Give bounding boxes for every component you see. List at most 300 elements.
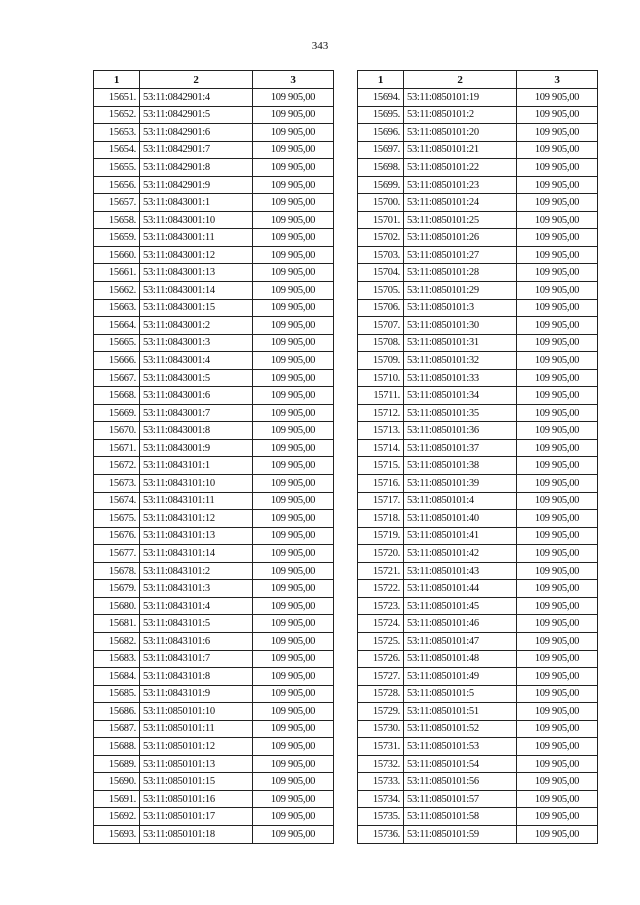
row-number: 15717.	[358, 492, 404, 510]
cadastral-value: 109 905,00	[517, 685, 598, 703]
cadastral-value: 109 905,00	[517, 738, 598, 756]
table-row	[94, 439, 334, 457]
cadastral-number: 53:11:0850101:11	[140, 720, 253, 738]
left-table-body	[94, 89, 334, 844]
cadastral-number: 53:11:0850101:34	[404, 387, 517, 405]
row-number: 15732.	[358, 755, 404, 773]
cadastral-value: 109 905,00	[517, 562, 598, 580]
cadastral-value: 109 905,00	[253, 510, 334, 528]
table-row	[94, 211, 334, 229]
cadastral-number: 53:11:0850101:47	[404, 632, 517, 650]
cadastral-value: 109 905,00	[253, 475, 334, 493]
row-number: 15721.	[358, 562, 404, 580]
table-row	[94, 106, 334, 124]
row-number: 15723.	[358, 597, 404, 615]
header-col-2: 2	[404, 71, 517, 89]
row-number: 15658.	[94, 211, 140, 229]
cadastral-value: 109 905,00	[517, 299, 598, 317]
cadastral-number: 53:11:0843101:10	[140, 475, 253, 493]
cadastral-number: 53:11:0843101:2	[140, 562, 253, 580]
cadastral-number: 53:11:0843001:7	[140, 404, 253, 422]
cadastral-value: 109 905,00	[517, 527, 598, 545]
table-row	[94, 194, 334, 212]
cadastral-number: 53:11:0843001:5	[140, 369, 253, 387]
row-number: 15697.	[358, 141, 404, 159]
cadastral-number: 53:11:0850101:13	[140, 755, 253, 773]
row-number: 15708.	[358, 334, 404, 352]
cadastral-value: 109 905,00	[253, 264, 334, 282]
cadastral-number: 53:11:0850101:48	[404, 650, 517, 668]
cadastral-value: 109 905,00	[253, 527, 334, 545]
row-number: 15711.	[358, 387, 404, 405]
cadastral-value: 109 905,00	[253, 246, 334, 264]
cadastral-number: 53:11:0850101:29	[404, 282, 517, 300]
cadastral-value: 109 905,00	[517, 124, 598, 142]
cadastral-value: 109 905,00	[517, 229, 598, 247]
page-number: 343	[311, 40, 329, 52]
cadastral-number: 53:11:0842901:7	[140, 141, 253, 159]
table-row	[94, 650, 334, 668]
cadastral-number: 53:11:0850101:39	[404, 475, 517, 493]
cadastral-value: 109 905,00	[517, 475, 598, 493]
cadastral-number: 53:11:0850101:17	[140, 808, 253, 826]
table-row	[94, 334, 334, 352]
table-row	[358, 159, 598, 177]
table-row	[358, 510, 598, 528]
cadastral-value: 109 905,00	[253, 562, 334, 580]
cadastral-number: 53:11:0850101:56	[404, 773, 517, 791]
row-number: 15700.	[358, 194, 404, 212]
row-number: 15688.	[94, 738, 140, 756]
cadastral-number: 53:11:0850101:30	[404, 317, 517, 335]
table-row	[94, 597, 334, 615]
row-number: 15664.	[94, 317, 140, 335]
cadastral-number: 53:11:0850101:18	[140, 825, 253, 843]
row-number: 15653.	[94, 124, 140, 142]
cadastral-value: 109 905,00	[517, 352, 598, 370]
row-number: 15676.	[94, 527, 140, 545]
table-row	[358, 580, 598, 598]
table-row	[358, 264, 598, 282]
row-number: 15667.	[94, 369, 140, 387]
cadastral-number: 53:11:0850101:42	[404, 545, 517, 563]
table-row	[94, 738, 334, 756]
cadastral-value: 109 905,00	[253, 545, 334, 563]
cadastral-number: 53:11:0850101:5	[404, 685, 517, 703]
row-number: 15671.	[94, 439, 140, 457]
cadastral-value: 109 905,00	[253, 439, 334, 457]
cadastral-value: 109 905,00	[253, 124, 334, 142]
table-row	[358, 211, 598, 229]
table-row	[358, 282, 598, 300]
cadastral-number: 53:11:0850101:41	[404, 527, 517, 545]
cadastral-number: 53:11:0843101:14	[140, 545, 253, 563]
cadastral-number: 53:11:0850101:45	[404, 597, 517, 615]
cadastral-value: 109 905,00	[253, 334, 334, 352]
row-number: 15651.	[94, 89, 140, 107]
table-row	[94, 720, 334, 738]
table-row	[94, 685, 334, 703]
table-row	[94, 790, 334, 808]
cadastral-value: 109 905,00	[517, 808, 598, 826]
cadastral-value: 109 905,00	[253, 457, 334, 475]
row-number: 15735.	[358, 808, 404, 826]
row-number: 15657.	[94, 194, 140, 212]
table-row	[94, 580, 334, 598]
cadastral-number: 53:11:0843101:13	[140, 527, 253, 545]
cadastral-value: 109 905,00	[253, 369, 334, 387]
cadastral-number: 53:11:0850101:36	[404, 422, 517, 440]
table-row	[358, 738, 598, 756]
table-row	[94, 264, 334, 282]
cadastral-value: 109 905,00	[517, 580, 598, 598]
cadastral-number: 53:11:0850101:19	[404, 89, 517, 107]
table-row	[358, 89, 598, 107]
table-row	[358, 703, 598, 721]
cadastral-number: 53:11:0842901:4	[140, 89, 253, 107]
cadastral-value: 109 905,00	[517, 176, 598, 194]
cadastral-value: 109 905,00	[517, 369, 598, 387]
cadastral-number: 53:11:0843001:1	[140, 194, 253, 212]
cadastral-value: 109 905,00	[517, 773, 598, 791]
cadastral-number: 53:11:0843001:14	[140, 282, 253, 300]
cadastral-number: 53:11:0850101:37	[404, 439, 517, 457]
cadastral-value: 109 905,00	[253, 773, 334, 791]
row-number: 15672.	[94, 457, 140, 475]
cadastral-number: 53:11:0850101:35	[404, 404, 517, 422]
table-row	[94, 282, 334, 300]
cadastral-value: 109 905,00	[253, 492, 334, 510]
cadastral-number: 53:11:0850101:52	[404, 720, 517, 738]
table-row	[94, 808, 334, 826]
table-row	[358, 685, 598, 703]
row-number: 15734.	[358, 790, 404, 808]
cadastral-value: 109 905,00	[517, 387, 598, 405]
cadastral-value: 109 905,00	[253, 668, 334, 686]
cadastral-value: 109 905,00	[253, 790, 334, 808]
cadastral-number: 53:11:0850101:53	[404, 738, 517, 756]
table-row	[358, 141, 598, 159]
row-number: 15679.	[94, 580, 140, 598]
table-row	[94, 299, 334, 317]
cadastral-number: 53:11:0850101:23	[404, 176, 517, 194]
cadastral-value: 109 905,00	[253, 825, 334, 843]
cadastral-number: 53:11:0850101:28	[404, 264, 517, 282]
table-row	[94, 229, 334, 247]
table-row	[358, 773, 598, 791]
cadastral-value: 109 905,00	[253, 720, 334, 738]
header-col-1: 1	[358, 71, 404, 89]
left-table	[93, 70, 334, 844]
table-row	[94, 615, 334, 633]
table-row	[94, 545, 334, 563]
table-row	[94, 387, 334, 405]
header-col-3: 3	[517, 71, 598, 89]
row-number: 15704.	[358, 264, 404, 282]
cadastral-number: 53:11:0843001:13	[140, 264, 253, 282]
row-number: 15659.	[94, 229, 140, 247]
row-number: 15678.	[94, 562, 140, 580]
cadastral-number: 53:11:0850101:38	[404, 457, 517, 475]
cadastral-number: 53:11:0850101:22	[404, 159, 517, 177]
row-number: 15652.	[94, 106, 140, 124]
table-row	[94, 317, 334, 335]
cadastral-value: 109 905,00	[253, 387, 334, 405]
table-row	[94, 492, 334, 510]
cadastral-number: 53:11:0850101:46	[404, 615, 517, 633]
cadastral-number: 53:11:0850101:43	[404, 562, 517, 580]
cadastral-value: 109 905,00	[253, 299, 334, 317]
table-row	[358, 562, 598, 580]
row-number: 15703.	[358, 246, 404, 264]
cadastral-value: 109 905,00	[517, 510, 598, 528]
table-row	[94, 773, 334, 791]
cadastral-value: 109 905,00	[253, 597, 334, 615]
cadastral-value: 109 905,00	[517, 650, 598, 668]
table-row	[358, 334, 598, 352]
cadastral-number: 53:11:0842901:8	[140, 159, 253, 177]
cadastral-number: 53:11:0850101:24	[404, 194, 517, 212]
row-number: 15709.	[358, 352, 404, 370]
table-row	[358, 387, 598, 405]
cadastral-value: 109 905,00	[517, 492, 598, 510]
row-number: 15654.	[94, 141, 140, 159]
cadastral-number: 53:11:0843001:8	[140, 422, 253, 440]
cadastral-value: 109 905,00	[517, 282, 598, 300]
cadastral-value: 109 905,00	[517, 194, 598, 212]
row-number: 15720.	[358, 545, 404, 563]
cadastral-value: 109 905,00	[253, 580, 334, 598]
row-number: 15726.	[358, 650, 404, 668]
table-row	[94, 825, 334, 843]
cadastral-value: 109 905,00	[517, 439, 598, 457]
row-number: 15663.	[94, 299, 140, 317]
cadastral-value: 109 905,00	[253, 229, 334, 247]
row-number: 15702.	[358, 229, 404, 247]
cadastral-value: 109 905,00	[517, 89, 598, 107]
row-number: 15696.	[358, 124, 404, 142]
row-number: 15687.	[94, 720, 140, 738]
row-number: 15682.	[94, 632, 140, 650]
header-col-1: 1	[94, 71, 140, 89]
table-row	[94, 562, 334, 580]
row-number: 15675.	[94, 510, 140, 528]
cadastral-number: 53:11:0850101:12	[140, 738, 253, 756]
cadastral-number: 53:11:0843001:3	[140, 334, 253, 352]
cadastral-number: 53:11:0843001:6	[140, 387, 253, 405]
table-row	[358, 755, 598, 773]
table-row	[358, 545, 598, 563]
row-number: 15662.	[94, 282, 140, 300]
table-row	[358, 825, 598, 843]
table-row	[358, 720, 598, 738]
cadastral-number: 53:11:0850101:32	[404, 352, 517, 370]
table-row	[358, 194, 598, 212]
row-number: 15684.	[94, 668, 140, 686]
table-row	[94, 141, 334, 159]
cadastral-value: 109 905,00	[253, 615, 334, 633]
cadastral-number: 53:11:0843101:8	[140, 668, 253, 686]
table-row	[94, 527, 334, 545]
cadastral-value: 109 905,00	[253, 159, 334, 177]
cadastral-value: 109 905,00	[253, 404, 334, 422]
row-number: 15718.	[358, 510, 404, 528]
cadastral-value: 109 905,00	[517, 668, 598, 686]
row-number: 15712.	[358, 404, 404, 422]
table-row	[94, 703, 334, 721]
cadastral-value: 109 905,00	[253, 89, 334, 107]
table-row	[358, 352, 598, 370]
table-row	[358, 492, 598, 510]
cadastral-value: 109 905,00	[517, 545, 598, 563]
cadastral-number: 53:11:0850101:20	[404, 124, 517, 142]
cadastral-number: 53:11:0850101:27	[404, 246, 517, 264]
row-number: 15716.	[358, 475, 404, 493]
row-number: 15690.	[94, 773, 140, 791]
row-number: 15655.	[94, 159, 140, 177]
row-number: 15695.	[358, 106, 404, 124]
row-number: 15665.	[94, 334, 140, 352]
cadastral-number: 53:11:0850101:26	[404, 229, 517, 247]
cadastral-number: 53:11:0850101:3	[404, 299, 517, 317]
row-number: 15673.	[94, 475, 140, 493]
cadastral-value: 109 905,00	[517, 825, 598, 843]
cadastral-value: 109 905,00	[253, 211, 334, 229]
table-row	[94, 404, 334, 422]
cadastral-value: 109 905,00	[517, 159, 598, 177]
cadastral-number: 53:11:0843001:9	[140, 439, 253, 457]
cadastral-value: 109 905,00	[517, 141, 598, 159]
row-number: 15729.	[358, 703, 404, 721]
cadastral-number: 53:11:0850101:40	[404, 510, 517, 528]
cadastral-number: 53:11:0850101:57	[404, 790, 517, 808]
table-row	[358, 404, 598, 422]
table-row	[94, 89, 334, 107]
row-number: 15705.	[358, 282, 404, 300]
cadastral-number: 53:11:0850101:59	[404, 825, 517, 843]
table-row	[358, 246, 598, 264]
cadastral-value: 109 905,00	[253, 703, 334, 721]
cadastral-value: 109 905,00	[517, 615, 598, 633]
cadastral-number: 53:11:0843101:5	[140, 615, 253, 633]
table-header-row	[94, 71, 334, 89]
table-row	[358, 615, 598, 633]
cadastral-value: 109 905,00	[253, 106, 334, 124]
table-row	[358, 299, 598, 317]
cadastral-value: 109 905,00	[253, 685, 334, 703]
cadastral-value: 109 905,00	[253, 282, 334, 300]
row-number: 15689.	[94, 755, 140, 773]
right-table	[357, 70, 598, 844]
cadastral-value: 109 905,00	[253, 738, 334, 756]
cadastral-number: 53:11:0843101:11	[140, 492, 253, 510]
cadastral-value: 109 905,00	[253, 176, 334, 194]
row-number: 15683.	[94, 650, 140, 668]
table-header-row	[358, 71, 598, 89]
cadastral-number: 53:11:0850101:21	[404, 141, 517, 159]
cadastral-number: 53:11:0850101:4	[404, 492, 517, 510]
cadastral-value: 109 905,00	[517, 457, 598, 475]
row-number: 15681.	[94, 615, 140, 633]
cadastral-value: 109 905,00	[517, 106, 598, 124]
cadastral-number: 53:11:0843101:3	[140, 580, 253, 598]
row-number: 15731.	[358, 738, 404, 756]
cadastral-value: 109 905,00	[253, 352, 334, 370]
table-row	[358, 422, 598, 440]
cadastral-value: 109 905,00	[517, 211, 598, 229]
cadastral-value: 109 905,00	[517, 334, 598, 352]
cadastral-value: 109 905,00	[253, 422, 334, 440]
table-row	[358, 668, 598, 686]
row-number: 15719.	[358, 527, 404, 545]
row-number: 15724.	[358, 615, 404, 633]
cadastral-value: 109 905,00	[517, 632, 598, 650]
row-number: 15660.	[94, 246, 140, 264]
row-number: 15725.	[358, 632, 404, 650]
cadastral-number: 53:11:0850101:54	[404, 755, 517, 773]
cadastral-number: 53:11:0850101:2	[404, 106, 517, 124]
cadastral-number: 53:11:0850101:44	[404, 580, 517, 598]
row-number: 15701.	[358, 211, 404, 229]
row-number: 15692.	[94, 808, 140, 826]
row-number: 15713.	[358, 422, 404, 440]
table-row	[358, 176, 598, 194]
cadastral-value: 109 905,00	[253, 755, 334, 773]
cadastral-number: 53:11:0850101:33	[404, 369, 517, 387]
cadastral-number: 53:11:0843101:7	[140, 650, 253, 668]
cadastral-number: 53:11:0850101:15	[140, 773, 253, 791]
table-row	[358, 229, 598, 247]
row-number: 15733.	[358, 773, 404, 791]
row-number: 15656.	[94, 176, 140, 194]
table-row	[94, 369, 334, 387]
table-row	[94, 755, 334, 773]
row-number: 15691.	[94, 790, 140, 808]
table-row	[358, 475, 598, 493]
cadastral-number: 53:11:0842901:9	[140, 176, 253, 194]
row-number: 15694.	[358, 89, 404, 107]
table-row	[358, 650, 598, 668]
cadastral-number: 53:11:0843101:6	[140, 632, 253, 650]
cadastral-value: 109 905,00	[517, 720, 598, 738]
table-row	[358, 457, 598, 475]
cadastral-number: 53:11:0843001:2	[140, 317, 253, 335]
cadastral-number: 53:11:0842901:5	[140, 106, 253, 124]
row-number: 15730.	[358, 720, 404, 738]
cadastral-value: 109 905,00	[517, 790, 598, 808]
table-row	[358, 106, 598, 124]
cadastral-value: 109 905,00	[517, 422, 598, 440]
table-row	[94, 457, 334, 475]
table-row	[94, 475, 334, 493]
table-row	[94, 246, 334, 264]
cadastral-number: 53:11:0843101:9	[140, 685, 253, 703]
cadastral-number: 53:11:0850101:16	[140, 790, 253, 808]
cadastral-value: 109 905,00	[253, 141, 334, 159]
row-number: 15680.	[94, 597, 140, 615]
cadastral-value: 109 905,00	[517, 246, 598, 264]
cadastral-number: 53:11:0843101:4	[140, 597, 253, 615]
cadastral-value: 109 905,00	[517, 703, 598, 721]
cadastral-number: 53:11:0843001:12	[140, 246, 253, 264]
table-row	[94, 176, 334, 194]
cadastral-number: 53:11:0842901:6	[140, 124, 253, 142]
row-number: 15736.	[358, 825, 404, 843]
cadastral-value: 109 905,00	[253, 317, 334, 335]
row-number: 15693.	[94, 825, 140, 843]
table-row	[94, 632, 334, 650]
row-number: 15666.	[94, 352, 140, 370]
